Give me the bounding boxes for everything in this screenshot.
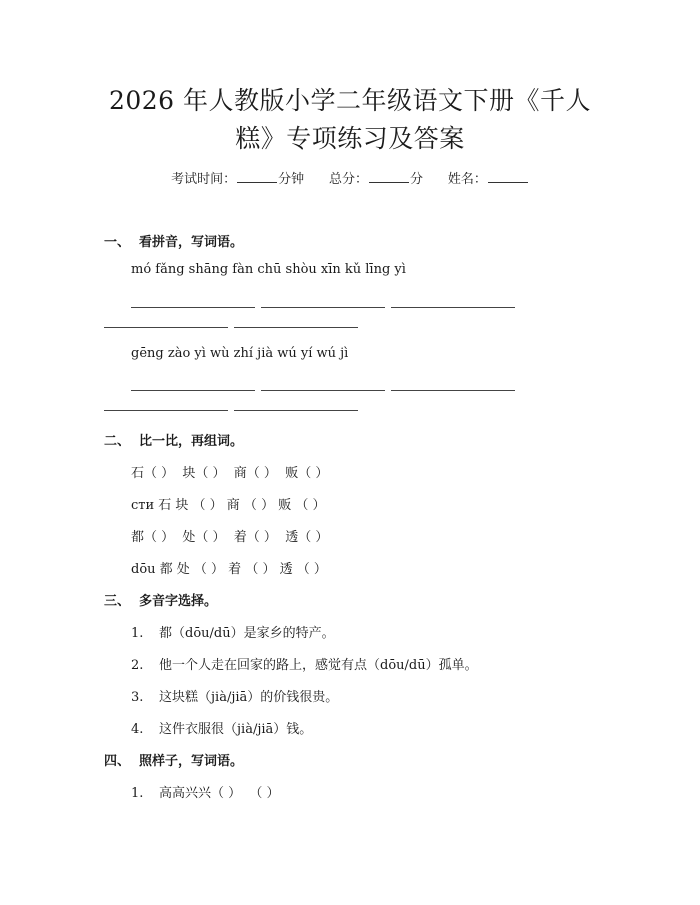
list-item: [131, 622, 335, 641]
answer-line[interactable]: [261, 307, 385, 308]
item-number: 1.: [131, 786, 144, 801]
compare-row-1: 石（ ） 块（ ） 商（ ） 贩（ ）: [131, 466, 329, 481]
score-unit: 分: [410, 172, 424, 187]
answer-line[interactable]: [131, 390, 255, 391]
score-label: 总分：: [328, 172, 368, 187]
answer-line[interactable]: [104, 327, 228, 328]
pinyin-row-1: mó fǎng shāng fàn chū shòu xīn kǔ līng yì: [131, 262, 406, 277]
item-text: 这件衣服很（jià/jiā）钱。: [159, 722, 313, 737]
answer-line[interactable]: [131, 307, 255, 308]
time-blank[interactable]: [237, 169, 277, 183]
section-3-heading: 三、 多音字选择。: [104, 594, 218, 609]
exam-info: [0, 168, 700, 187]
name-blank[interactable]: [488, 169, 528, 183]
item-text: 这块糕（jià/jiā）的价钱很贵。: [159, 690, 339, 705]
time-label: 考试时间：: [171, 172, 237, 187]
answer-line[interactable]: [391, 390, 515, 391]
section-4-heading: 四、 照样子，写词语。: [104, 754, 244, 769]
item-text: 高高兴兴（ ） （ ）: [159, 786, 280, 801]
score-blank[interactable]: [369, 169, 409, 183]
item-number: 1.: [131, 626, 144, 641]
compare-row-2: cти 石 块 （ ） 商 （ ） 贩 （ ）: [131, 498, 326, 513]
page-title-line2: 糕》专项练习及答案: [235, 124, 465, 153]
answer-line[interactable]: [391, 307, 515, 308]
list-item: [131, 654, 478, 673]
item-number: 2.: [131, 658, 144, 673]
answer-line[interactable]: [234, 410, 358, 411]
answer-line[interactable]: [104, 410, 228, 411]
list-item: [131, 718, 312, 737]
page-title-line1: 2026 年人教版小学二年级语文下册《千人: [108, 86, 592, 115]
list-item: [131, 686, 338, 705]
item-text: 他一个人走在回家的路上，感觉有点（dōu/dū）孤单。: [159, 658, 478, 673]
item-number: 3.: [131, 690, 144, 705]
compare-row-3: 都（ ） 处（ ） 着（ ） 透（ ）: [131, 530, 329, 545]
list-item: [131, 782, 280, 801]
answer-line[interactable]: [261, 390, 385, 391]
section-1-heading: 一、 看拼音，写词语。: [104, 235, 244, 250]
item-number: 4.: [131, 722, 144, 737]
time-unit: 分钟: [278, 172, 305, 187]
section-2-heading: 二、 比一比，再组词。: [104, 434, 244, 449]
item-text: 都（dōu/dū）是家乡的特产。: [159, 626, 335, 641]
name-label: 姓名：: [447, 172, 487, 187]
compare-row-4: dōu 都 处 （ ） 着 （ ） 透 （ ）: [131, 562, 327, 577]
pinyin-row-2: gēng zào yì wù zhí jià wú yí wú jì: [131, 346, 349, 361]
answer-line[interactable]: [234, 327, 358, 328]
